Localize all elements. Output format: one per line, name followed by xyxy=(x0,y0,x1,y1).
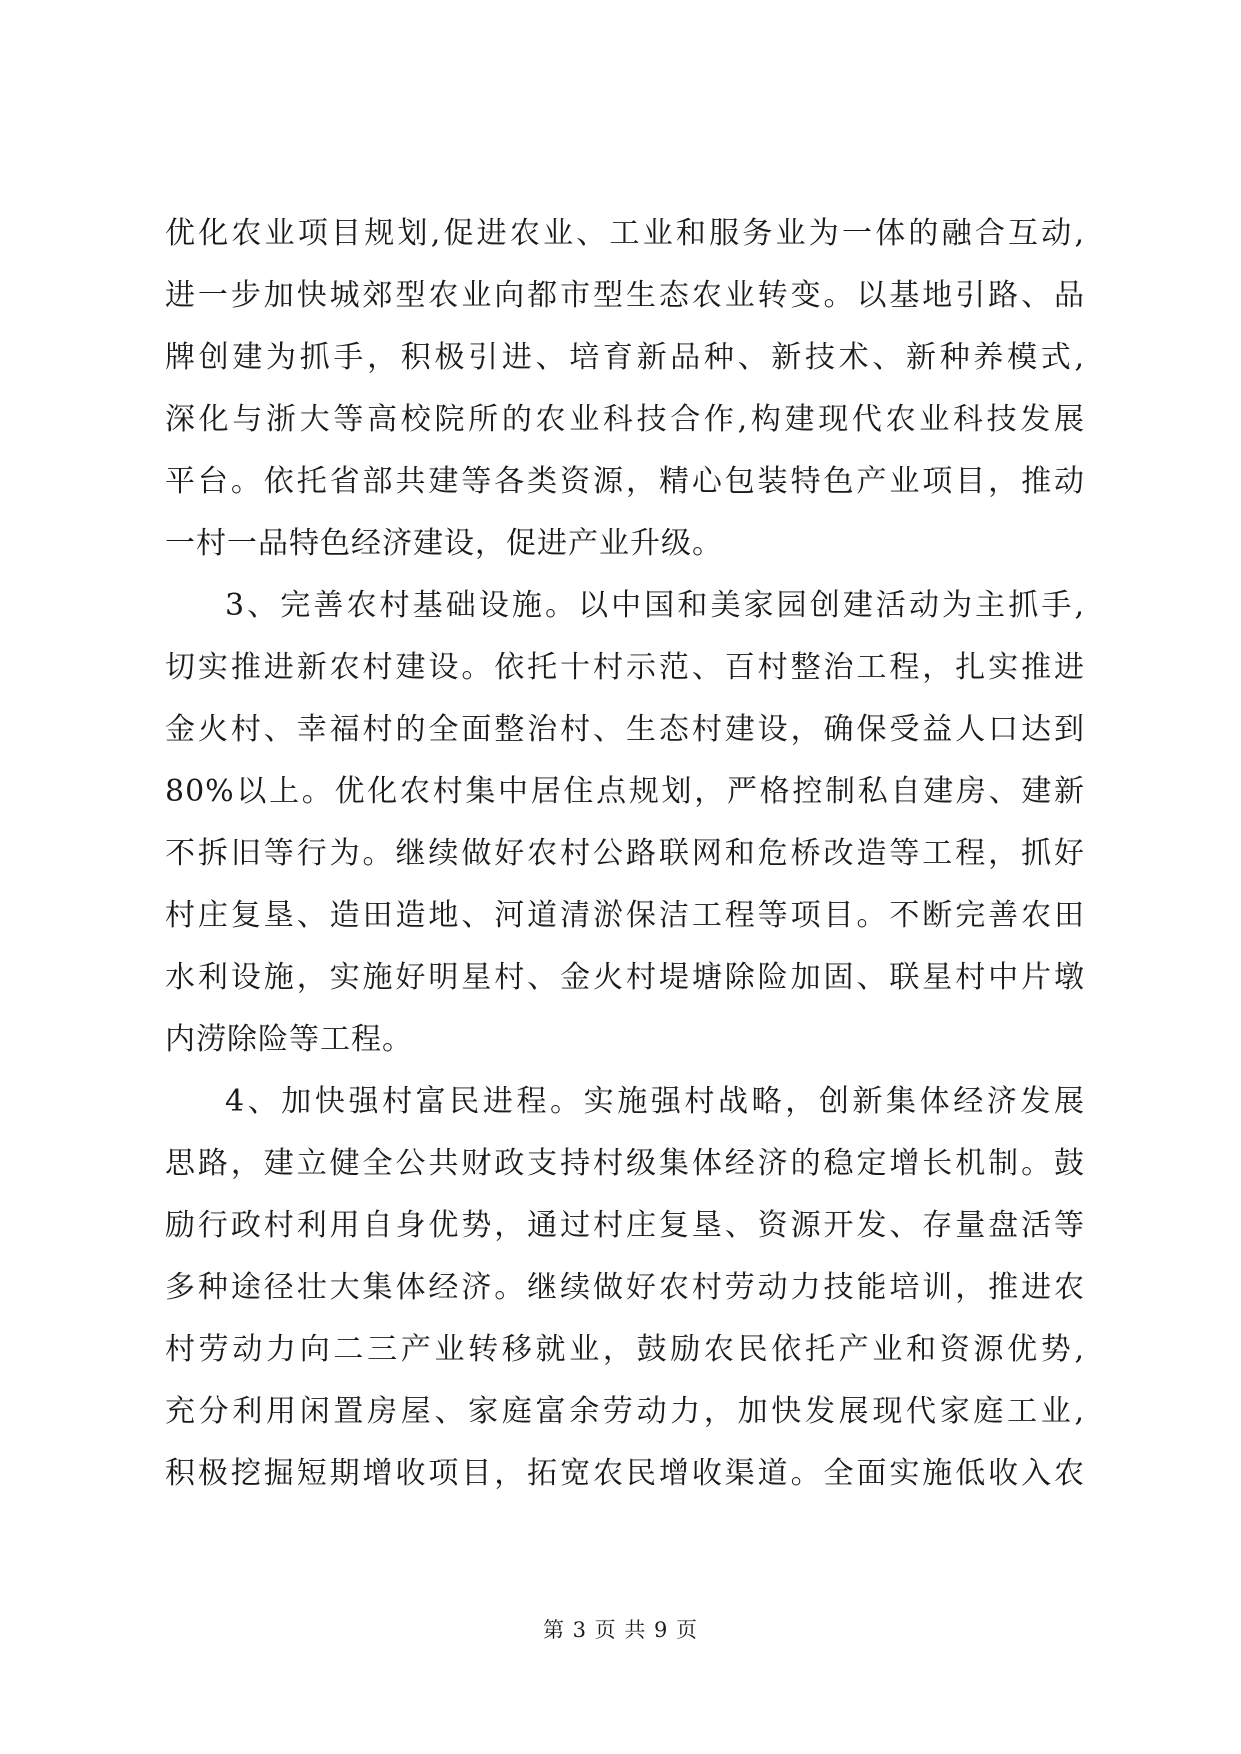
text-line: 充分利用闲置房屋、家庭富余劳动力，加快发展现代家庭工业, xyxy=(165,1394,1085,1429)
text-line: 思路，建立健全公共财政支持村级集体经济的稳定增长机制。鼓 xyxy=(165,1146,1085,1181)
document-body xyxy=(165,203,1085,1505)
page-number-label: 第 3 页 共 9 页 xyxy=(542,1618,699,1642)
text-line: 励行政村利用自身优势，通过村庄复垦、资源开发、存量盘活等 xyxy=(165,1208,1085,1243)
paragraph-2 xyxy=(165,575,1085,1071)
text-line: 切实推进新农村建设。依托十村示范、百村整治工程，扎实推进 xyxy=(165,650,1085,685)
paragraph-1 xyxy=(165,203,1085,575)
text-line: 金火村、幸福村的全面整治村、生态村建设，确保受益人口达到 xyxy=(165,712,1085,747)
text-line: 4、加快强村富民进程。实施强村战略，创新集体经济发展 xyxy=(225,1084,1085,1119)
text-line: 一村一品特色经济建设，促进产业升级。 xyxy=(165,526,723,561)
page-footer xyxy=(0,1614,1241,1644)
text-line: 优化农业项目规划,促进农业、工业和服务业为一体的融合互动, xyxy=(165,216,1085,251)
text-line: 80%以上。优化农村集中居住点规划，严格控制私自建房、建新 xyxy=(165,774,1085,809)
text-line: 内涝除险等工程。 xyxy=(165,1022,413,1057)
text-line: 多种途径壮大集体经济。继续做好农村劳动力技能培训，推进农 xyxy=(165,1270,1085,1305)
text-line: 牌创建为抓手，积极引进、培育新品种、新技术、新种养模式, xyxy=(165,340,1085,375)
text-line: 水利设施，实施好明星村、金火村堤塘除险加固、联星村中片墩 xyxy=(165,960,1085,995)
text-line: 3、完善农村基础设施。以中国和美家园创建活动为主抓手, xyxy=(225,588,1085,623)
text-line: 进一步加快城郊型农业向都市型生态农业转变。以基地引路、品 xyxy=(165,278,1085,313)
text-line: 不拆旧等行为。继续做好农村公路联网和危桥改造等工程，抓好 xyxy=(165,836,1085,871)
text-line: 村劳动力向二三产业转移就业，鼓励农民依托产业和资源优势, xyxy=(165,1332,1085,1367)
text-line: 村庄复垦、造田造地、河道清淤保洁工程等项目。不断完善农田 xyxy=(165,898,1085,933)
paragraph-3 xyxy=(165,1071,1085,1505)
text-line: 平台。依托省部共建等各类资源，精心包装特色产业项目，推动 xyxy=(165,464,1085,499)
text-line: 积极挖掘短期增收项目，拓宽农民增收渠道。全面实施低收入农 xyxy=(165,1456,1085,1491)
text-line: 深化与浙大等高校院所的农业科技合作,构建现代农业科技发展 xyxy=(165,402,1085,437)
